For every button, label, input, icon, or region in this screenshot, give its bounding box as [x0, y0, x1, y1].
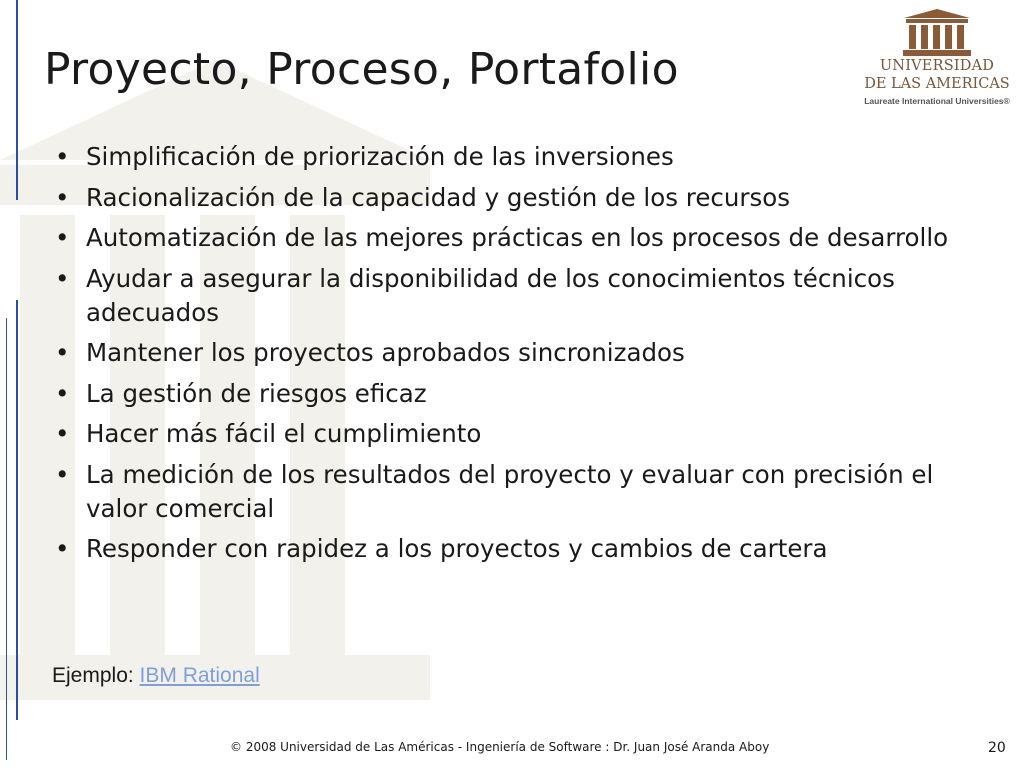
page-number: 20: [988, 740, 1006, 756]
left-rule-bottom: [16, 300, 18, 720]
bullet-item: [55, 336, 975, 370]
bullet-item: [55, 221, 975, 255]
bullet-text: La gestión de riesgos eficaz: [86, 378, 427, 408]
example-label: Ejemplo:: [52, 664, 140, 687]
bullet-item: [55, 262, 975, 330]
bullet-dot: •: [55, 419, 70, 448]
bullet-dot: •: [55, 459, 70, 489]
bullet-text: Simplificación de priorización de las inversiones: [86, 142, 674, 171]
slide-title: Proyecto, Proceso, Portafolio: [44, 44, 679, 95]
bullet-item: [55, 377, 975, 411]
bullet-dot: •: [55, 223, 70, 252]
bullet-list: [55, 140, 975, 573]
left-rule-inner: [6, 318, 7, 760]
bullet-dot: •: [55, 338, 70, 367]
bullet-item: [55, 417, 975, 451]
bullet-item: [55, 140, 975, 174]
bullet-text: Mantener los proyectos aprobados sincronizados: [86, 338, 685, 367]
bullet-text: Racionalización de la capacidad y gestión de los recursos: [86, 182, 790, 212]
logo-line-2: DE LAS AMERICAS: [864, 76, 1010, 92]
ibm-rational-link[interactable]: IBM Rational: [139, 664, 260, 687]
logo-line-1: UNIVERSIDAD: [879, 58, 995, 74]
building-columns-icon: [900, 8, 974, 58]
example-line: [52, 664, 260, 688]
bullet-text: Responder con rapidez a los proyectos y cambios de cartera: [86, 534, 828, 563]
bullet-dot: •: [55, 182, 70, 212]
bullet-text: Hacer más fácil el cumplimiento: [86, 419, 482, 448]
bullet-dot: •: [55, 142, 70, 171]
bullet-text: Automatización de las mejores prácticas en los procesos de desarrollo: [86, 223, 949, 252]
university-logo: [862, 8, 1012, 108]
bullet-text: Ayudar a asegurar la disponibilidad de los conocimientos técnicos adecuados: [86, 263, 895, 327]
footer-text: © 2008 Universidad de Las Américas - Ingeniería de Software : Dr. Juan José Aranda Aboy: [230, 740, 770, 754]
bullet-item: [55, 532, 975, 566]
left-rule-top: [16, 0, 18, 200]
bullet-item: [55, 181, 975, 215]
bullet-dot: •: [55, 263, 70, 293]
bullet-text: La medición de los resultados del proyecto y evaluar con precisión el valor comercial: [86, 459, 934, 523]
bullet-item: [55, 458, 975, 526]
bullet-dot: •: [55, 378, 70, 408]
bullet-dot: •: [55, 534, 70, 563]
logo-line-3: Laureate International Universities®: [864, 96, 1010, 106]
